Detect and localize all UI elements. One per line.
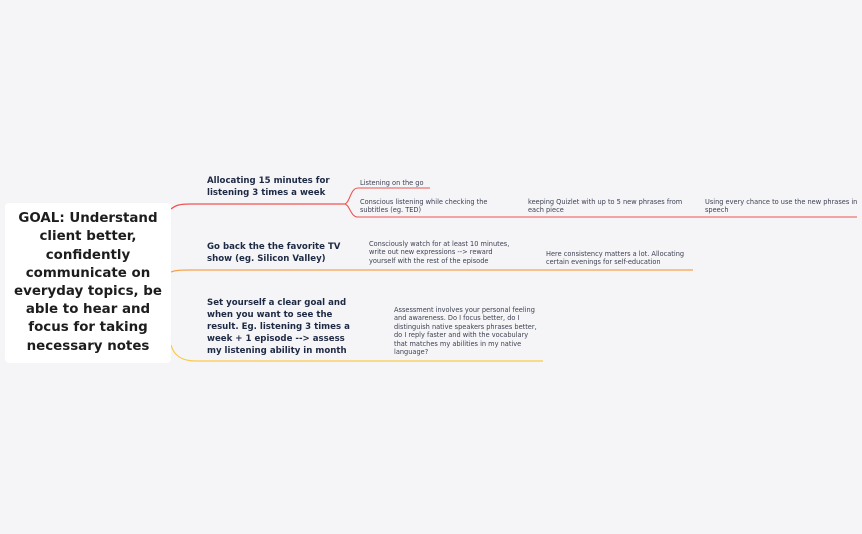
branch-topic-label: Go back the the favorite TV show (eg. Silicon Valley)	[207, 242, 341, 264]
subtopic-label: Here consistency matters a lot. Allocating certain evenings for self-education	[546, 250, 685, 267]
subtopic-assessment[interactable]	[394, 306, 542, 356]
root-topic-label: GOAL: Understand client better, confidently communicate on everyday topics, be able to hear and focus for taking necessary notes	[14, 211, 162, 354]
branch-topic-allocating[interactable]	[207, 175, 337, 199]
subtopic-consistency-matters[interactable]	[546, 250, 696, 267]
subtopic-keeping-quizlet[interactable]	[528, 198, 683, 215]
connector-root-to-branch1	[171, 204, 344, 209]
subtopic-using-every-chance[interactable]	[705, 198, 860, 215]
subtopic-label: Assessment involves your personal feeling and awareness. Do I focus better, do I distinguish native speakers phrases better, do I reply faster and with the vocabulary that matches my abilities in my native language?	[394, 306, 537, 357]
branch-topic-tv-show[interactable]	[207, 241, 342, 265]
subtopic-label: Using every chance to use the new phrases in speech	[705, 198, 858, 215]
branch-topic-clear-goal[interactable]	[207, 297, 362, 357]
subtopic-conscious-listening[interactable]	[360, 198, 510, 215]
connector-root-to-branch2	[171, 270, 693, 272]
subtopic-label: Listening on the go	[360, 179, 424, 187]
subtopic-listening-on-the-go[interactable]	[360, 179, 440, 187]
subtopic-label: Conscious listening while checking the subtitles (eg. TED)	[360, 198, 488, 215]
subtopic-label: keeping Quizlet with up to 5 new phrases from each piece	[528, 198, 683, 215]
subtopic-consciously-watch[interactable]	[369, 240, 519, 265]
root-topic[interactable]	[5, 203, 171, 363]
branch-topic-label: Set yourself a clear goal and when you want to see the result. Eg. listening 3 times a week + 1 episode --> assess my listening ability in month	[207, 298, 350, 356]
subtopic-label: Consciously watch for at least 10 minutes, write out new expressions --> reward yourself with the rest of the episode	[369, 240, 510, 265]
branch-topic-label: Allocating 15 minutes for listening 3 times a week	[207, 176, 330, 198]
